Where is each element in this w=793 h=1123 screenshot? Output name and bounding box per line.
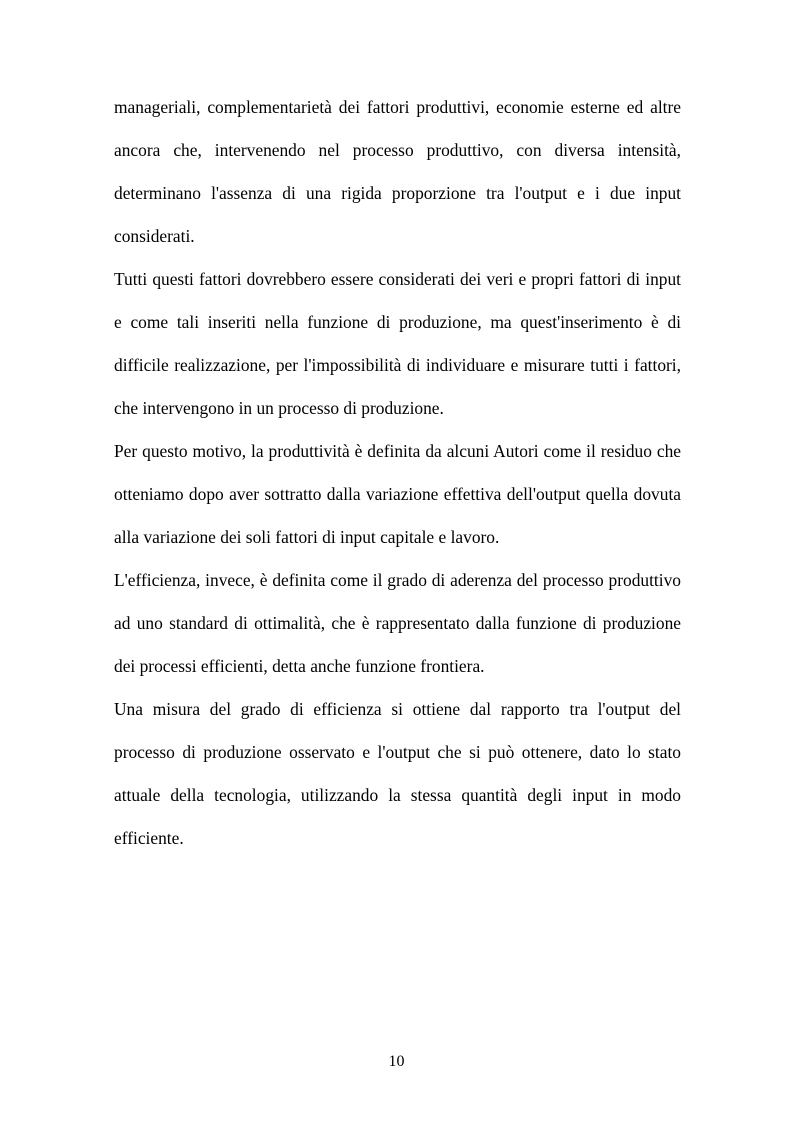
paragraph-4: L'efficienza, invece, è definita come il grado di aderenza del processo produttivo ad uno standard di ottimalità, che è rappresentato dalla funzione di produzione dei processi efficienti, detta anche funzione frontiera. — [114, 570, 681, 676]
paragraph-2: Tutti questi fattori dovrebbero essere considerati dei veri e propri fattori di input e come tali inseriti nella funzione di produzione, ma quest'inserimento è di difficile realizzazione, per l'impossibilità di individuare e misurare tutti i fattori, che intervengono in un processo di produzione. — [114, 269, 681, 418]
paragraph-5: Una misura del grado di efficienza si ottiene dal rapporto tra l'output del processo di produzione osservato e l'output che si può ottenere, dato lo stato attuale della tecnologia, utilizzando la stessa quantità degli input in modo efficiente. — [114, 699, 681, 848]
body-text — [114, 86, 681, 860]
page-number: 10 — [388, 1053, 405, 1070]
paragraph-3: Per questo motivo, la produttività è definita da alcuni Autori come il residuo che otteniamo dopo aver sottratto dalla variazione effettiva dell'output quella dovuta alla variazione dei soli fattori di input capitale e lavoro. — [114, 441, 681, 547]
paragraph-1: manageriali, complementarietà dei fattori produttivi, economie esterne ed altre ancora che, intervenendo nel processo produttivo, con diversa intensità, determinano l'assenza di una rigida proporzione tra l'output e i due input considerati. — [114, 97, 681, 246]
